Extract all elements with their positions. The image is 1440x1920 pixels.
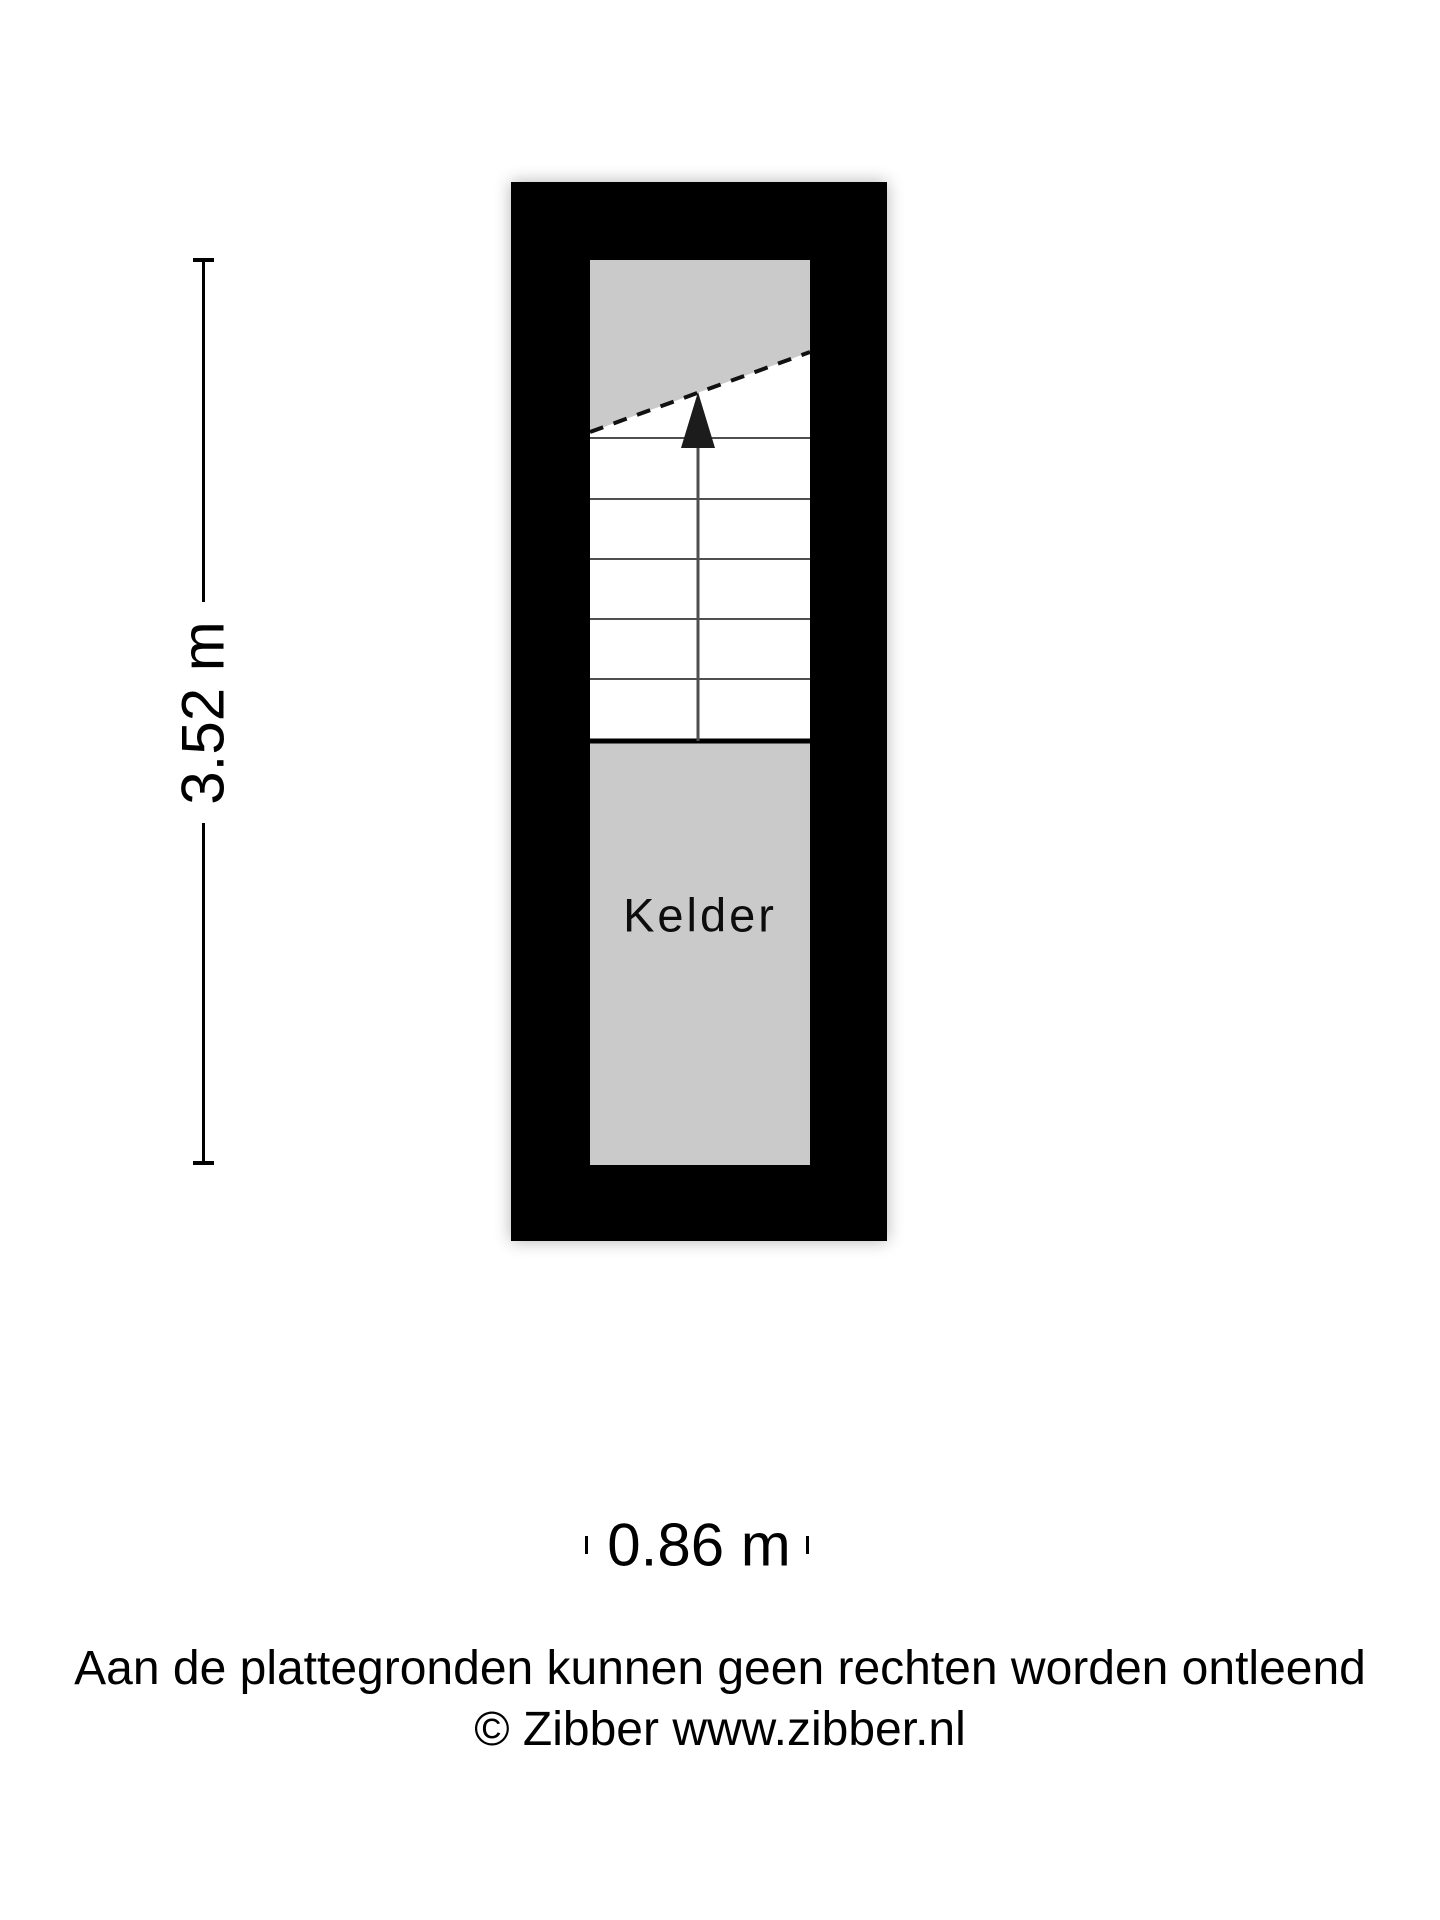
- dimension-tick: [806, 1536, 809, 1554]
- stair-treads: [590, 438, 810, 679]
- stairs-drawing: [590, 260, 810, 1165]
- dimension-line: [202, 260, 205, 602]
- disclaimer-text: Aan de plattegronden kunnen geen rechten worden ontleend: [74, 1642, 1366, 1695]
- floorplan-walls: [511, 182, 887, 1241]
- footer: [0, 1638, 1440, 1760]
- stairs-up-arrow-icon: [681, 392, 715, 741]
- room-label: Kelder: [623, 888, 777, 942]
- floorplan-interior: [590, 260, 810, 1165]
- dimension-line: [202, 823, 205, 1164]
- arrow-head: [681, 392, 715, 448]
- dimension-tick: [585, 1536, 588, 1554]
- width-dimension-label: 0.86 m: [607, 1511, 791, 1579]
- kelder-room-floor: [590, 743, 810, 1165]
- dimension-end-cap: [193, 1161, 214, 1165]
- height-dimension-label: 3.52 m: [169, 621, 237, 805]
- credit-text: © Zibber www.zibber.nl: [474, 1703, 966, 1756]
